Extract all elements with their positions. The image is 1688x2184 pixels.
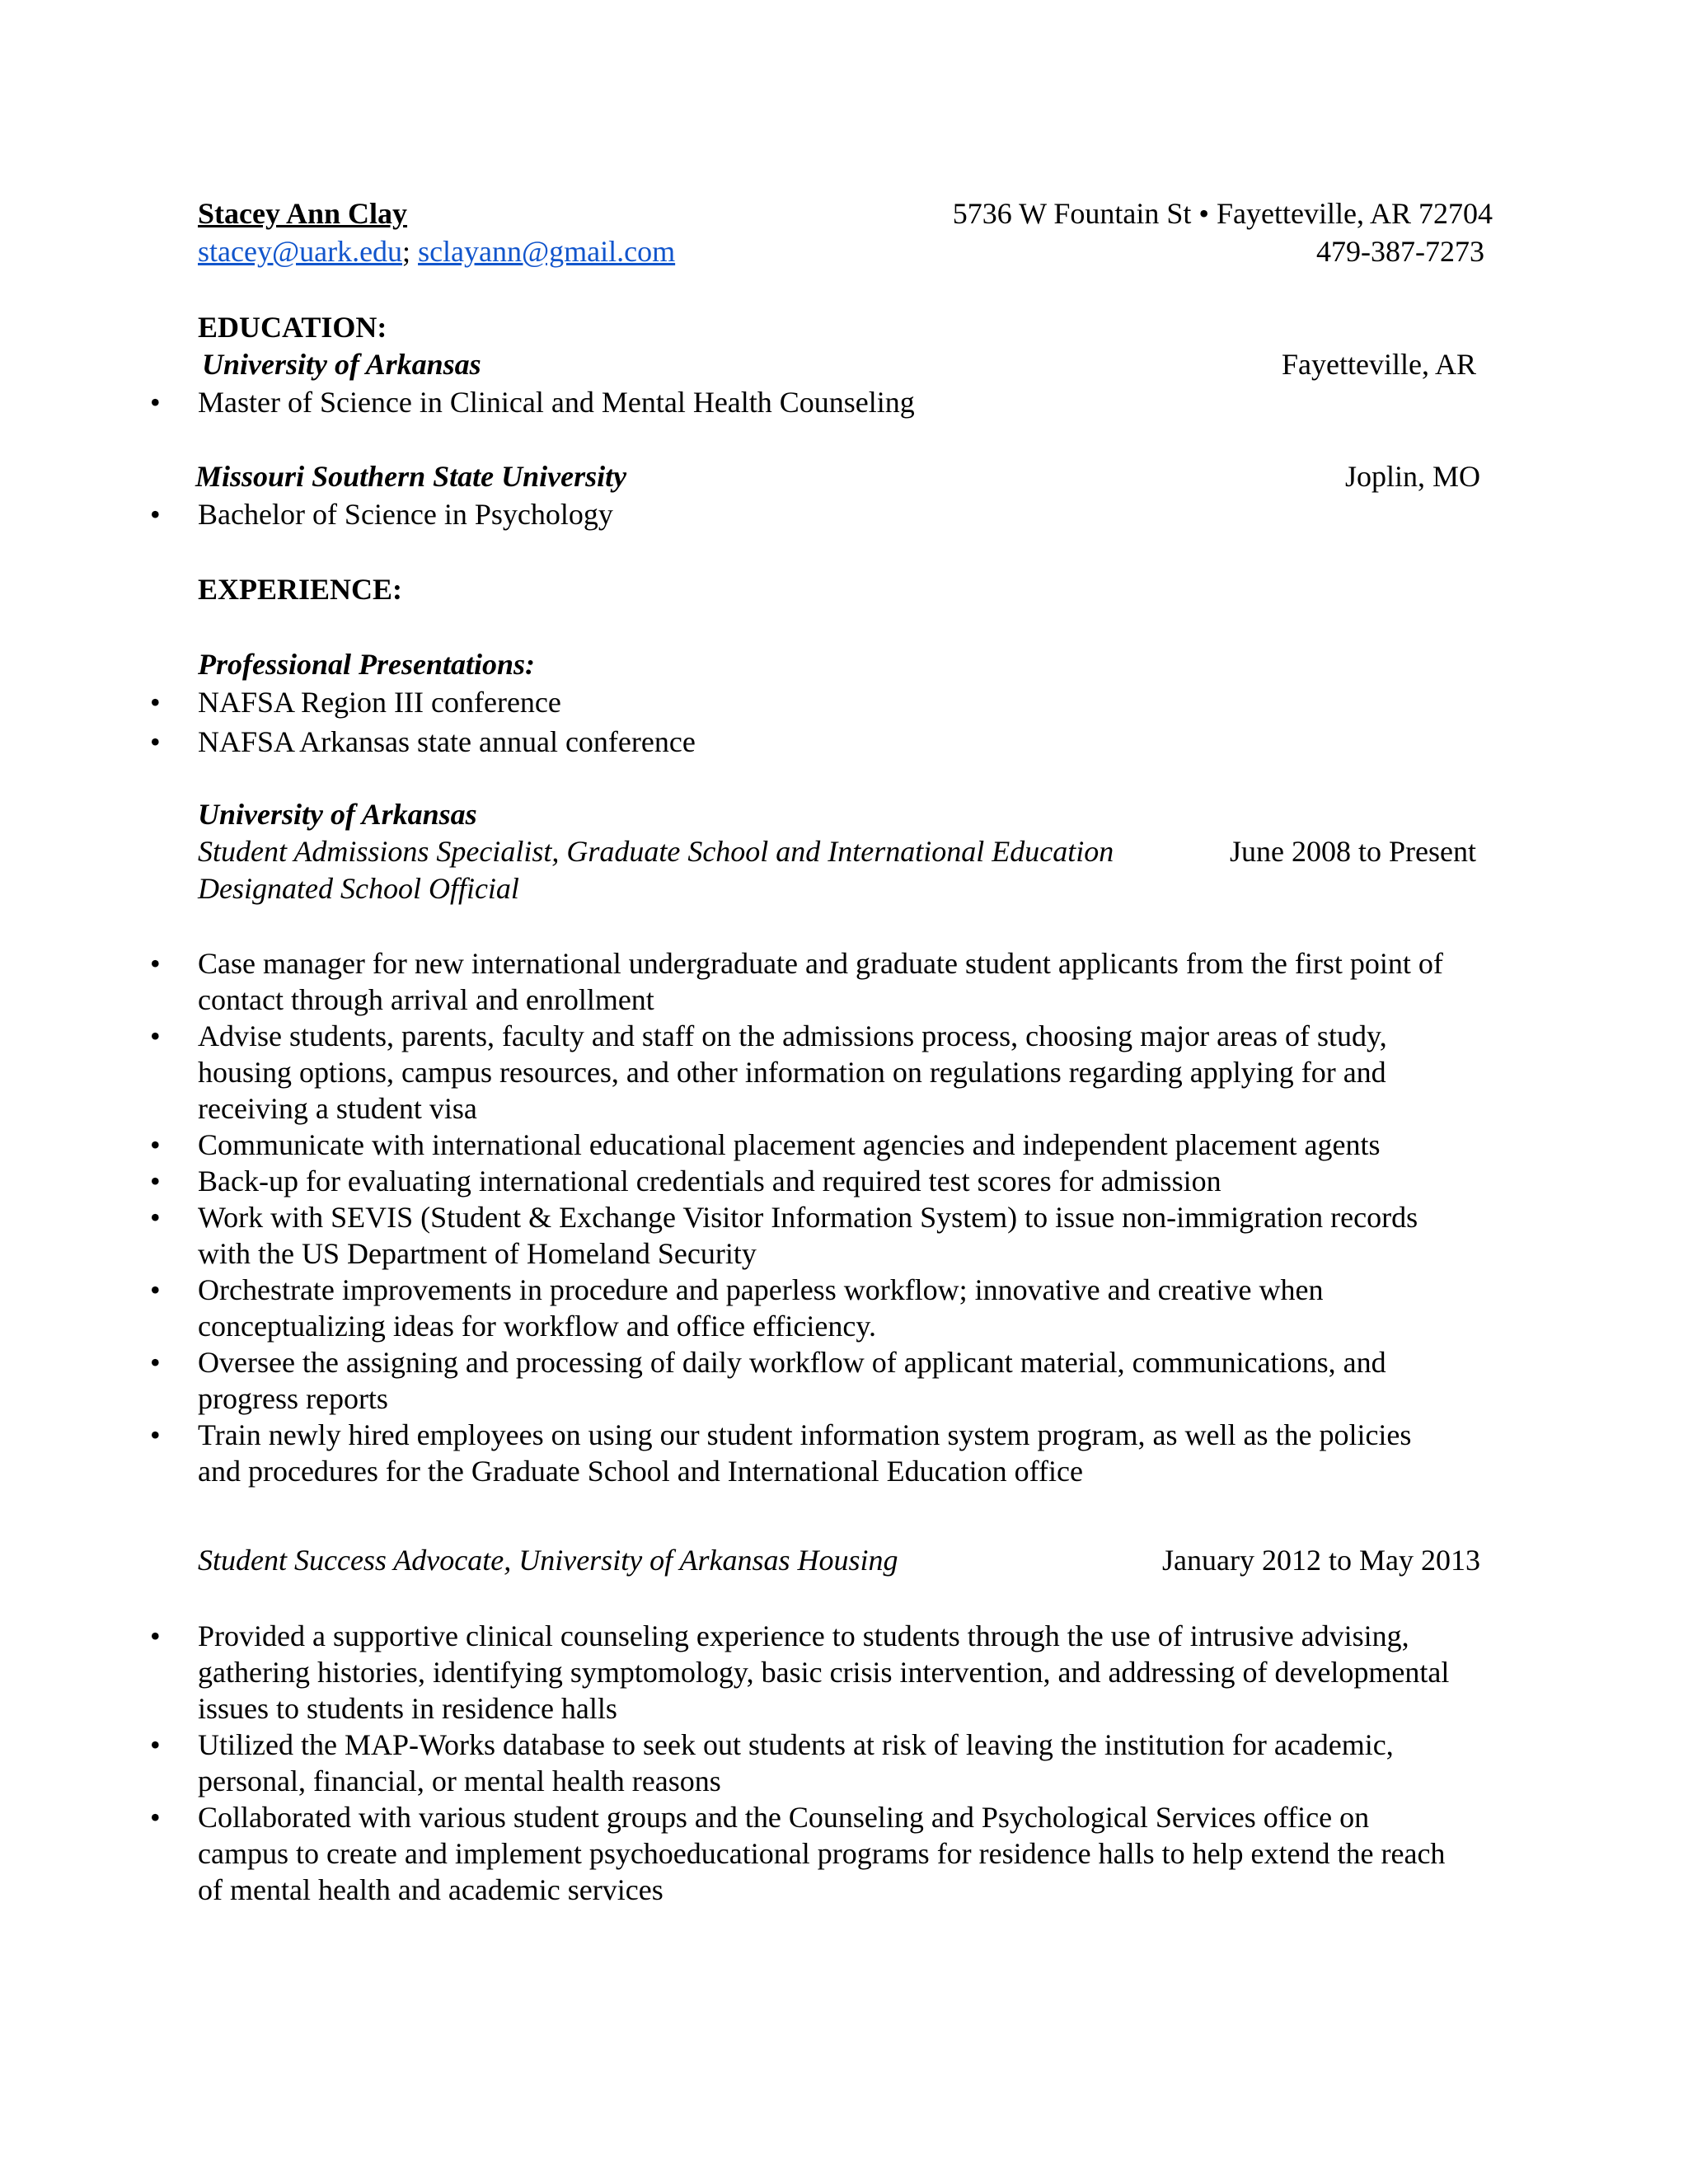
list-item: • NAFSA Arkansas state annual conference xyxy=(150,725,696,758)
bullet-icon: • xyxy=(150,686,161,719)
bullet-icon: • xyxy=(150,1801,161,1834)
list-item: • Oversee the assigning and processing of daily workflow of applicant material, communications, and progress reports xyxy=(150,1346,1386,1415)
list-item: • NAFSA Region III conference xyxy=(150,686,561,719)
bullet-icon: • xyxy=(150,1273,161,1306)
education-heading: EDUCATION: xyxy=(198,311,387,344)
list-item: • Case manager for new international undergraduate and graduate student applicants from the first point of contact through arrival and enrollment xyxy=(150,947,1443,1016)
bullet-icon: • xyxy=(150,947,161,980)
list-item: • Bachelor of Science in Psychology xyxy=(150,498,613,531)
job2-dates: January 2012 to May 2013 xyxy=(1162,1544,1480,1577)
list-item: • Utilized the MAP-Works database to seek out students at risk of leaving the institution for academic, personal, financial, or mental health reasons xyxy=(150,1728,1394,1797)
email-separator: ; xyxy=(402,235,419,268)
list-item: • Orchestrate improvements in procedure and paperless workflow; innovative and creative when conceptualizing ideas for workflow and office efficiency. xyxy=(150,1273,1324,1343)
bullet-icon: • xyxy=(150,1019,161,1052)
list-item: • Advise students, parents, faculty and staff on the admissions process, choosing major areas of study, housing options, campus resources, and other information on regulations regarding applying for and receiving a student visa xyxy=(150,1019,1387,1125)
education-degree-list-1 xyxy=(150,384,1484,420)
bullet-icon: • xyxy=(150,498,161,531)
education-degree-list-2 xyxy=(150,496,1484,532)
list-item: • Collaborated with various student groups and the Counseling and Psychological Services office on campus to create and implement psychoeducational programs for residence halls to help extend the reach of mental health and academic services xyxy=(150,1801,1446,1906)
bullet-icon: • xyxy=(150,386,161,419)
job1-bullet-list xyxy=(150,945,1484,1489)
presentations-title: Professional Presentations: xyxy=(198,648,536,681)
email-link-gmail[interactable]: sclayann@gmail.com xyxy=(418,235,676,268)
bullet-icon: • xyxy=(150,725,161,758)
email-line xyxy=(198,233,675,269)
list-item: • Master of Science in Clinical and Mental Health Counseling xyxy=(150,386,915,419)
education-school-2: Missouri Southern State University xyxy=(195,460,627,493)
bullet-icon: • xyxy=(150,1619,161,1652)
education-location-2: Joplin, MO xyxy=(1344,460,1480,493)
bullet-icon: • xyxy=(150,1201,161,1234)
bullet-icon: • xyxy=(150,1346,161,1379)
job2-bullet-list xyxy=(150,1618,1484,1908)
job1-dates: June 2008 to Present xyxy=(1230,835,1476,868)
list-item: • Work with SEVIS (Student & Exchange Visitor Information System) to issue non-immigration records with the US Department of Homeland Security xyxy=(150,1201,1418,1270)
email-link-uark[interactable]: stacey@uark.edu xyxy=(198,235,403,268)
experience-heading: EXPERIENCE: xyxy=(198,573,403,606)
phone: 479-387-7273 xyxy=(1316,235,1484,268)
candidate-name: Stacey Ann Clay xyxy=(198,197,408,230)
list-item: • Communicate with international educational placement agencies and independent placement agents xyxy=(150,1128,1381,1161)
address: 5736 W Fountain St • Fayetteville, AR 72704 xyxy=(952,197,1493,230)
bullet-icon: • xyxy=(150,1165,161,1197)
bullet-icon: • xyxy=(150,1728,161,1761)
job1-title-line1: Student Admissions Specialist, Graduate School and International Education xyxy=(198,835,1114,868)
presentations-list xyxy=(150,684,1484,760)
bullet-icon: • xyxy=(150,1128,161,1161)
job1-title-line2: Designated School Official xyxy=(198,872,519,905)
education-school-1: University of Arkansas xyxy=(202,348,481,381)
job2-title: Student Success Advocate, University of Arkansas Housing xyxy=(198,1544,898,1577)
list-item: • Back-up for evaluating international credentials and required test scores for admission xyxy=(150,1165,1221,1197)
bullet-icon: • xyxy=(150,1418,161,1451)
list-item: • Train newly hired employees on using our student information system program, as well as the policies and procedures for the Graduate School and International Education office xyxy=(150,1418,1412,1488)
list-item: • Provided a supportive clinical counseling experience to students through the use of intrusive advising, gathering histories, identifying symptomology, basic crisis intervention, and addressing of developmental issues to students in residence halls xyxy=(150,1619,1450,1725)
job1-organization: University of Arkansas xyxy=(198,798,477,831)
education-location-1: Fayetteville, AR xyxy=(1282,348,1476,381)
